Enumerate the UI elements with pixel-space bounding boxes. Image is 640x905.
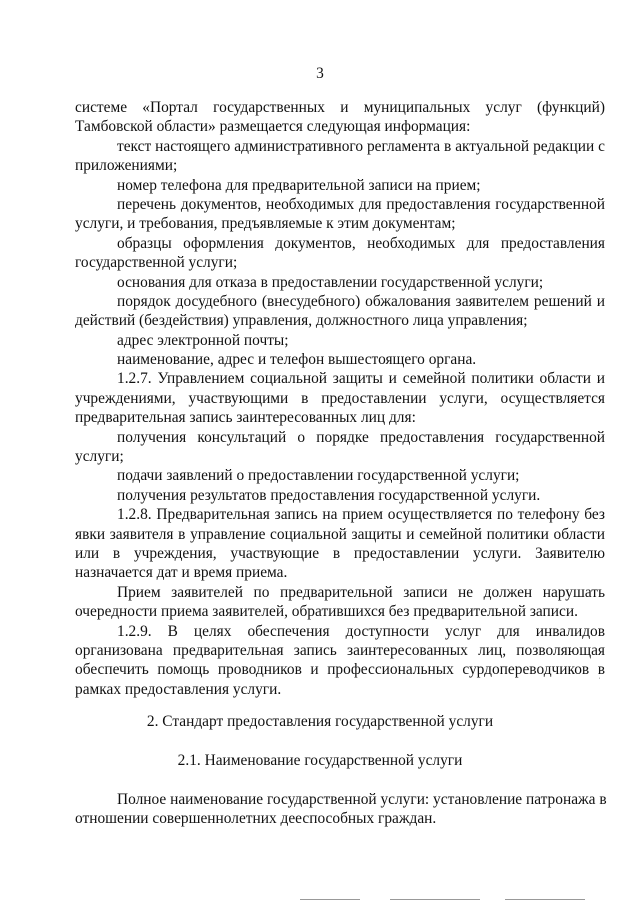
text-line: рамках предоставления услуги. (75, 680, 282, 698)
text-line: системе «Портал государственных и муниципальных услуг (функций) (75, 99, 605, 116)
text-line: номер телефона для предварительной записи на прием; (117, 176, 481, 194)
scan-bottom-edge (0, 893, 640, 905)
text-line: 1.2.9. В целях обеспечения доступности услуг для инвалидов (117, 622, 605, 640)
text-line: действий (бездействия) управления, должностного лица управления; (75, 312, 528, 330)
text-line: организована предварительная запись заинтересованных лиц, позволяющая (75, 641, 605, 659)
text-line: подачи заявлений о предоставлении государственной услуги; (117, 467, 520, 485)
scan-mark: ˈ (598, 676, 601, 686)
text-line: Полное наименование государственной услуги: установление патронажа в (117, 791, 607, 808)
text-line: адрес электронной почты; (117, 331, 289, 349)
text-line: перечень документов, необходимых для предоставления государственной (117, 195, 605, 213)
body-text (75, 98, 605, 699)
final-paragraph (75, 790, 605, 829)
text-line: Прием заявителей по предварительной записи не должен нарушать (117, 583, 605, 601)
text-line: наименование, адрес и телефон вышестоящего органа. (117, 351, 477, 369)
page-number: 3 (316, 65, 324, 82)
text-line: предварительная запись заинтересованных лиц для: (75, 409, 416, 427)
text-line: обеспечить помощь проводников и профессиональных сурдопереводчиков в (75, 661, 605, 679)
text-line: основания для отказа в предоставлении государственной услуги; (117, 273, 544, 291)
text-line: учреждениями, участвующими в предоставлении услуги, осуществляется (75, 389, 605, 407)
text-line: образцы оформления документов, необходимых для предоставления (117, 234, 605, 252)
text-line: отношении совершеннолетних дееспособных граждан. (75, 810, 437, 828)
text-line: Тамбовской области» размещается следующая информация: (75, 118, 471, 136)
text-line: услуги; (75, 448, 124, 466)
subsection-heading: 2.1. Наименование государственной услуги (177, 752, 463, 769)
section-heading: 2. Стандарт предоставления государственной услуги (146, 713, 494, 730)
text-line: услуги, и требования, предъявляемые к этим документам; (75, 215, 456, 233)
text-line: текст настоящего административного регламента в актуальной редакции с (117, 137, 605, 155)
text-line: или в учреждения, участвующие в предоставлении услуги. Заявителю (75, 544, 605, 562)
text-line: получения результатов предоставления государственной услуги. (117, 486, 541, 504)
text-line: получения консультаций о порядке предоставления государственной (117, 428, 605, 446)
text-line: очередности приема заявителей, обратившихся без предварительной записи. (75, 603, 578, 621)
text-line: 1.2.8. Предварительная запись на прием осуществляется по телефону без (117, 506, 605, 524)
text-line: назначается дат и время приема. (75, 564, 288, 582)
text-line: 1.2.7. Управлением социальной защиты и семейной политики области и (117, 370, 605, 388)
text-line: приложениями; (75, 157, 178, 175)
text-line: явки заявителя в управление социальной защиты и семейной политики области (75, 525, 605, 543)
text-line: порядок досудебного (внесудебного) обжалования заявителем решений и (117, 292, 605, 310)
text-line: государственной услуги; (75, 254, 238, 272)
